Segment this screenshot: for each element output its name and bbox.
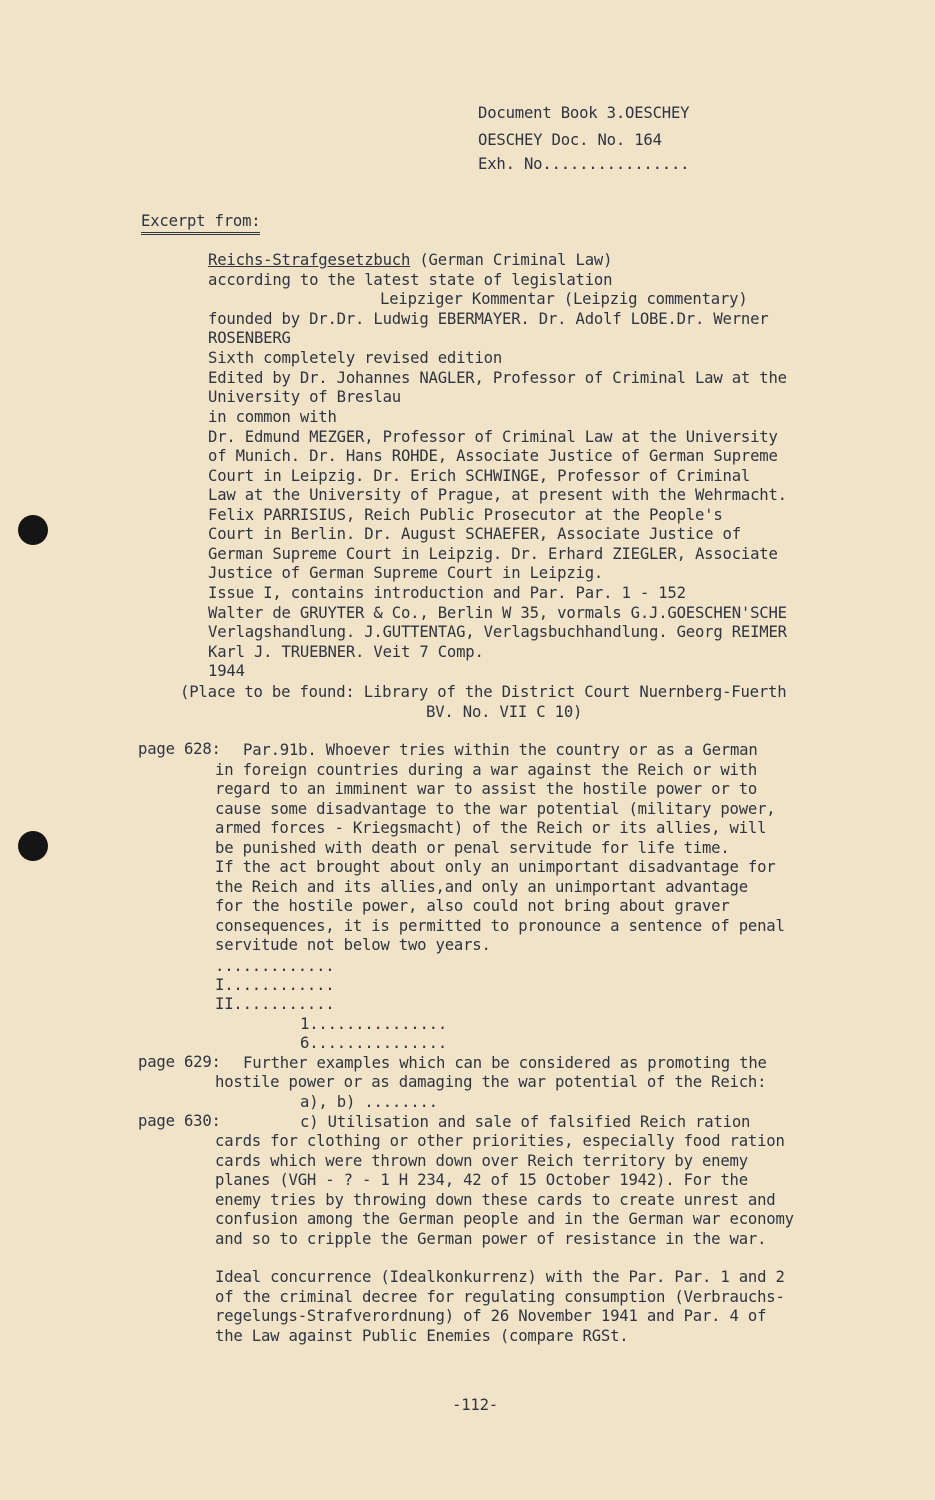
paragraph-line: a), b) ........ bbox=[300, 1093, 438, 1111]
omission-dots: I............ bbox=[215, 976, 335, 994]
omission-dots: ............. bbox=[215, 957, 335, 975]
source-line: Felix PARRISIUS, Reich Public Prosecutor at the People's bbox=[208, 506, 723, 524]
paragraph-line: Further examples which can be considered as promoting the bbox=[243, 1054, 767, 1072]
source-line: Sixth completely revised edition bbox=[208, 349, 503, 367]
paragraph-line: cards which were thrown down over Reich territory by enemy bbox=[215, 1152, 748, 1170]
source-title-translation: (German Criminal Law) bbox=[410, 251, 613, 269]
punch-hole bbox=[18, 515, 48, 545]
source-line: founded by Dr.Dr. Ludwig EBERMAYER. Dr. Adolf LOBE.Dr. Werner bbox=[208, 310, 769, 328]
source-line: Leipziger Kommentar (Leipzig commentary) bbox=[380, 290, 748, 308]
place-note: BV. No. VII C 10) bbox=[426, 703, 583, 721]
source-line: Walter de GRUYTER & Co., Berlin W 35, vormals G.J.GOESCHEN'SCHE bbox=[208, 604, 787, 622]
source-line: Issue I, contains introduction and Par. Par. 1 - 152 bbox=[208, 584, 686, 602]
page-ref-629: page 629: bbox=[138, 1053, 221, 1071]
paragraph-line: in foreign countries during a war against the Reich or with bbox=[215, 761, 758, 779]
paragraph-line: If the act brought about only an unimportant disadvantage for bbox=[215, 858, 776, 876]
source-line: Dr. Edmund MEZGER, Professor of Criminal Law at the University bbox=[208, 428, 778, 446]
paragraph-line: and so to cripple the German power of resistance in the war. bbox=[215, 1230, 767, 1248]
source-line: German Supreme Court in Leipzig. Dr. Erhard ZIEGLER, Associate bbox=[208, 545, 778, 563]
excerpt-label: Excerpt from: bbox=[141, 212, 260, 235]
paragraph-line: regard to an imminent war to assist the hostile power or to bbox=[215, 780, 758, 798]
source-line: University of Breslau bbox=[208, 388, 401, 406]
source-line: Karl J. TRUEBNER. Veit 7 Comp. bbox=[208, 643, 484, 661]
source-line: according to the latest state of legislation bbox=[208, 271, 613, 289]
paragraph-line: regelungs-Strafverordnung) of 26 November 1941 and Par. 4 of bbox=[215, 1307, 767, 1325]
paragraph-line: c) Utilisation and sale of falsified Reich ration bbox=[300, 1113, 751, 1131]
source-line: Law at the University of Prague, at present with the Wehrmacht. bbox=[208, 486, 787, 504]
source-title bbox=[208, 251, 612, 271]
document-number: OESCHEY Doc. No. 164 bbox=[478, 131, 662, 149]
paragraph-line: enemy tries by throwing down these cards to create unrest and bbox=[215, 1191, 776, 1209]
source-line: Edited by Dr. Johannes NAGLER, Professor of Criminal Law at the bbox=[208, 369, 787, 387]
paragraph-line: confusion among the German people and in the German war economy bbox=[215, 1210, 794, 1228]
place-note: (Place to be found: Library of the District Court Nuernberg-Fuerth bbox=[180, 683, 787, 701]
punch-hole bbox=[18, 831, 48, 861]
paragraph-line: consequences, it is permitted to pronounce a sentence of penal bbox=[215, 917, 785, 935]
page-number: -112- bbox=[452, 1396, 498, 1414]
paragraph-line: planes (VGH - ? - 1 H 234, 42 of 15 October 1942). For the bbox=[215, 1171, 748, 1189]
page-ref-628: page 628: bbox=[138, 740, 221, 758]
document-book-label: Document Book 3.OESCHEY bbox=[478, 104, 690, 122]
paragraph-line: armed forces - Kriegsmacht) of the Reich or its allies, will bbox=[215, 819, 767, 837]
paragraph-line: the Law against Public Enemies (compare RGSt. bbox=[215, 1327, 629, 1345]
paragraph-line: hostile power or as damaging the war potential of the Reich: bbox=[215, 1073, 767, 1091]
exhibit-number: Exh. No................ bbox=[478, 155, 690, 173]
source-line: in common with bbox=[208, 408, 337, 426]
source-line: Verlagshandlung. J.GUTTENTAG, Verlagsbuchhandlung. Georg REIMER bbox=[208, 623, 787, 641]
paragraph-line: Ideal concurrence (Idealkonkurrenz) with the Par. Par. 1 and 2 bbox=[215, 1268, 785, 1286]
paragraph-line: cause some disadvantage to the war potential (military power, bbox=[215, 800, 776, 818]
paragraph-line: servitude not below two years. bbox=[215, 936, 491, 954]
page-ref-630: page 630: bbox=[138, 1112, 221, 1130]
omission-dots: II........... bbox=[215, 995, 335, 1013]
source-title-main: Reichs-Strafgesetzbuch bbox=[208, 251, 411, 269]
source-line: 1944 bbox=[208, 662, 245, 680]
source-line: Court in Leipzig. Dr. Erich SCHWINGE, Professor of Criminal bbox=[208, 467, 751, 485]
omission-dots: 6............... bbox=[300, 1034, 448, 1052]
paragraph-line: cards for clothing or other priorities, especially food ration bbox=[215, 1132, 785, 1150]
source-line: of Munich. Dr. Hans ROHDE, Associate Justice of German Supreme bbox=[208, 447, 778, 465]
source-line: ROSENBERG bbox=[208, 329, 291, 347]
paragraph-line: of the criminal decree for regulating consumption (Verbrauchs- bbox=[215, 1288, 785, 1306]
source-line: Justice of German Supreme Court in Leipzig. bbox=[208, 564, 604, 582]
paragraph-line: be punished with death or penal servitude for life time. bbox=[215, 839, 730, 857]
omission-dots: 1............... bbox=[300, 1015, 448, 1033]
paragraph-line: Par.91b. Whoever tries within the country or as a German bbox=[243, 741, 758, 759]
source-line: Court in Berlin. Dr. August SCHAEFER, Associate Justice of bbox=[208, 525, 741, 543]
paragraph-line: for the hostile power, also could not bring about graver bbox=[215, 897, 730, 915]
paragraph-line: the Reich and its allies,and only an unimportant advantage bbox=[215, 878, 748, 896]
